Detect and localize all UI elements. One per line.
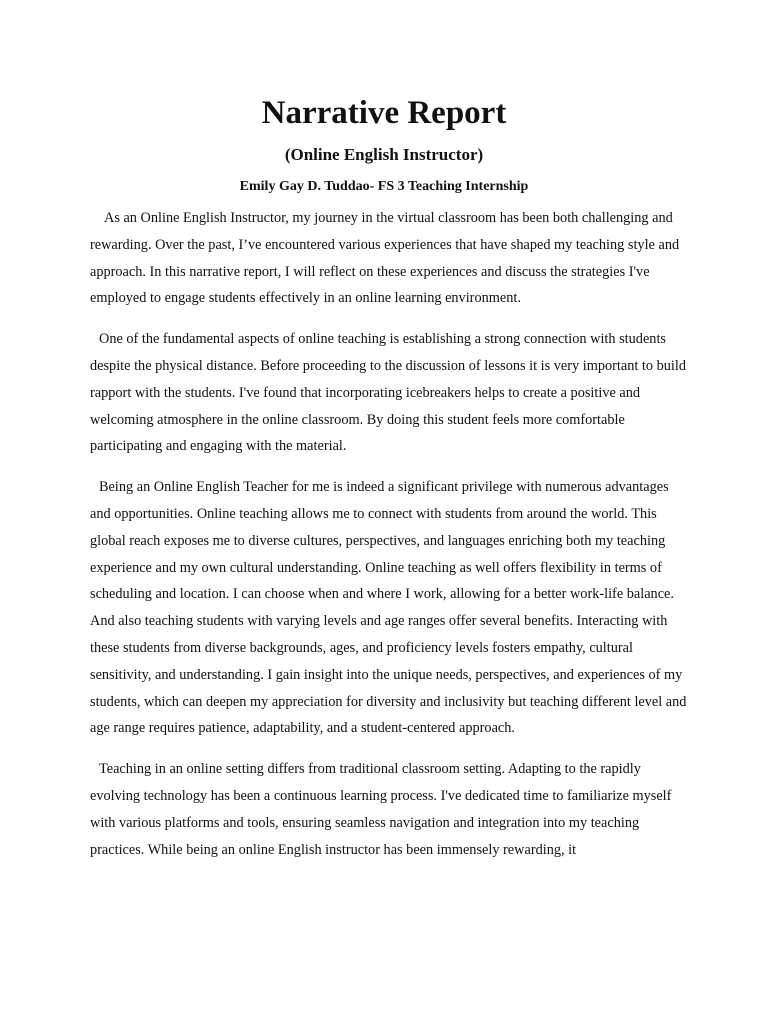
author-line: Emily Gay D. Tuddao- FS 3 Teaching Internship [239, 179, 529, 194]
page-title: Narrative Report [261, 95, 507, 131]
paragraph-privilege: Being an Online English Teacher for me is indeed a significant privilege with numerous advantages and opportunities. Online teaching allows me to connect with students from around the world. This global reach exposes me to diverse cultures, perspectives, and languages enriching both my teaching experience and my own cultural understanding. Online teaching as well offers flexibility in terms of scheduling and location. I can choose when and where I work, allowing for a better work-life balance. And also teaching students with varying levels and age ranges offer several benefits. Interacting with these students from diverse backgrounds, ages, and proficiency levels fosters empathy, cultural sensitivity, and understanding. I gain insight into the unique needs, perspectives, and experiences of my students, which can deepen my appreciation for diversity and inclusivity but teaching different level and age range requires patience, adaptability, and a student-centered approach. [90, 479, 687, 737]
report-body [90, 205, 690, 877]
paragraph-intro: As an Online English Instructor, my journey in the virtual classroom has been both challenging and rewarding. Over the past, I’ve encountered various experiences that have shaped my teaching style and approach. In this narrative report, I will reflect on these experiences and discuss the strategies I've employed to engage students effectively in an online learning environment. [90, 210, 680, 307]
paragraph-online-setting: Teaching in an online setting differs from traditional classroom setting. Adapting to the rapidly evolving technology has been a continuous learning process. I've dedicated time to familiarize myself with various platforms and tools, ensuring seamless navigation and integration into my teaching practices. While being an online English instructor has been immensely rewarding, it [90, 761, 672, 858]
paragraph-connection: One of the fundamental aspects of online teaching is establishing a strong connection with students despite the physical distance. Before proceeding to the discussion of lessons it is very important to build rapport with the students. I've found that incorporating icebreakers helps to create a positive and welcoming atmosphere in the online classroom. By doing this student feels more comfortable participating and engaging with the material. [90, 331, 686, 455]
page-subtitle: (Online English Instructor) [284, 145, 484, 164]
